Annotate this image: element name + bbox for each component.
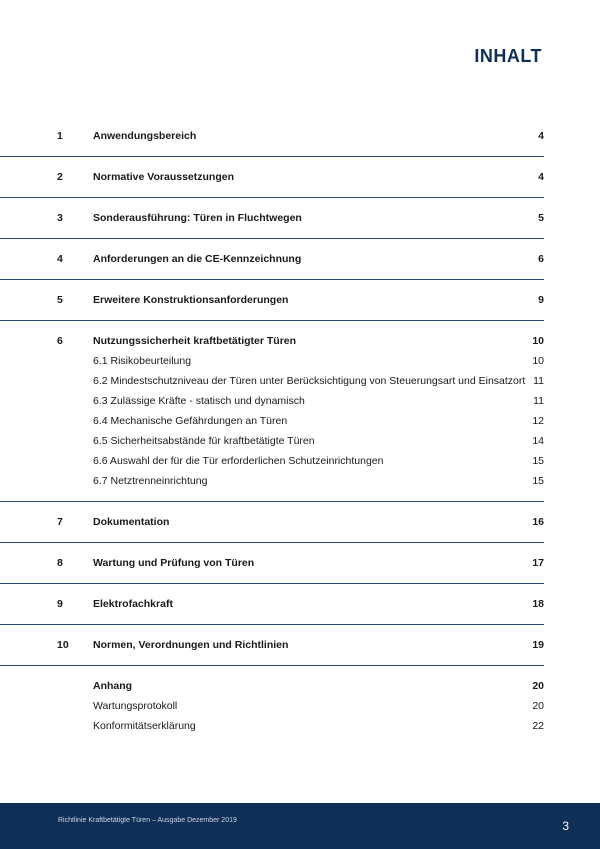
toc-label: Normen, Verordnungen und Richtlinien <box>93 639 289 651</box>
toc-subentry[interactable] <box>0 451 544 471</box>
toc-sublabel: Konformitätserklärung <box>93 720 196 732</box>
toc-section-4 <box>0 239 544 280</box>
toc-entry[interactable] <box>0 331 544 351</box>
table-of-contents <box>0 116 600 736</box>
toc-subpage: 15 <box>532 475 544 487</box>
toc-label: Elektrofachkraft <box>93 598 173 610</box>
toc-entry[interactable] <box>0 208 544 228</box>
toc-sublabel: 6.1 Risikobeurteilung <box>93 355 192 367</box>
toc-subpage: 20 <box>532 700 544 712</box>
toc-sublabel: Wartungsprotokoll <box>93 700 178 712</box>
toc-number: 10 <box>57 639 69 651</box>
footer-text: Richtlinie Kraftbetätigte Türen – Ausgabe Dezember 2019 <box>58 817 237 824</box>
toc-sublabel: 6.3 Zulässige Kräfte - statisch und dynamisch <box>93 395 305 407</box>
toc-section-6 <box>0 321 544 502</box>
toc-entry[interactable] <box>0 290 544 310</box>
toc-label: Wartung und Prüfung von Türen <box>93 557 255 569</box>
toc-section-7 <box>0 502 544 543</box>
toc-page: 5 <box>538 212 544 224</box>
toc-subentry[interactable] <box>0 411 544 431</box>
toc-label: Anhang <box>93 680 133 692</box>
toc-subentry[interactable] <box>0 696 544 716</box>
toc-page: 4 <box>538 171 544 183</box>
toc-number: 1 <box>57 130 63 142</box>
toc-label: Nutzungssicherheit kraftbetätigter Türen <box>93 335 297 347</box>
toc-page: 20 <box>532 680 544 692</box>
toc-entry[interactable] <box>0 249 544 269</box>
toc-entry[interactable] <box>0 512 544 532</box>
toc-subpage: 11 <box>533 395 544 407</box>
toc-subpage: 22 <box>532 720 544 732</box>
toc-sublabel: 6.5 Sicherheitsabstände für kraftbetätigte Türen <box>93 435 315 447</box>
toc-page: 18 <box>532 598 544 610</box>
toc-page: 16 <box>532 516 544 528</box>
toc-entry[interactable] <box>0 594 544 614</box>
toc-number: 5 <box>57 294 63 306</box>
toc-subentry[interactable] <box>0 371 544 391</box>
toc-subpage: 11 <box>533 375 544 387</box>
toc-sublabel: 6.2 Mindestschutzniveau der Türen unter Berücksichtigung von Steuerungsart und Einsatzort <box>93 375 526 387</box>
toc-number: 4 <box>57 253 63 265</box>
toc-label: Erweitere Konstruktionsanforderungen <box>93 294 289 306</box>
toc-section-8 <box>0 543 544 584</box>
toc-subentry[interactable] <box>0 391 544 411</box>
toc-entry[interactable] <box>0 553 544 573</box>
toc-label: Anwendungsbereich <box>93 130 197 142</box>
toc-entry[interactable] <box>0 635 544 655</box>
toc-number: 8 <box>57 557 63 569</box>
toc-section-1 <box>0 116 544 157</box>
toc-number: 3 <box>57 212 63 224</box>
toc-entry[interactable] <box>0 676 544 696</box>
toc-sublabel: 6.4 Mechanische Gefährdungen an Türen <box>93 415 288 427</box>
toc-label: Sonderausführung: Türen in Fluchtwegen <box>93 212 302 224</box>
page-title: INHALT <box>474 46 542 66</box>
toc-subpage: 12 <box>532 415 544 427</box>
toc-subpage: 14 <box>532 435 544 447</box>
toc-entry[interactable] <box>0 167 544 187</box>
toc-subentry[interactable] <box>0 716 544 736</box>
page-footer <box>0 803 600 849</box>
toc-page: 9 <box>538 294 544 306</box>
toc-page: 10 <box>532 335 544 347</box>
toc-subentry[interactable] <box>0 431 544 451</box>
toc-label: Dokumentation <box>93 516 170 528</box>
toc-subentry[interactable] <box>0 351 544 371</box>
toc-subpage: 10 <box>532 355 544 367</box>
toc-section-anhang <box>0 666 544 736</box>
page-number: 3 <box>562 819 569 833</box>
toc-page: 19 <box>532 639 544 651</box>
toc-section-2 <box>0 157 544 198</box>
toc-label: Anforderungen an die CE-Kennzeichnung <box>93 253 302 265</box>
toc-number: 9 <box>57 598 63 610</box>
toc-label: Normative Voraussetzungen <box>93 171 235 183</box>
toc-section-10 <box>0 625 544 666</box>
toc-section-3 <box>0 198 544 239</box>
toc-section-5 <box>0 280 544 321</box>
toc-number: 6 <box>57 335 63 347</box>
toc-number: 2 <box>57 171 63 183</box>
toc-page: 17 <box>532 557 544 569</box>
toc-page: 6 <box>538 253 544 265</box>
toc-entry[interactable] <box>0 126 544 146</box>
toc-subpage: 15 <box>532 455 544 467</box>
toc-subentry[interactable] <box>0 471 544 491</box>
toc-sublabel: 6.7 Netztrenneinrichtung <box>93 475 208 487</box>
toc-number: 7 <box>57 516 63 528</box>
toc-section-9 <box>0 584 544 625</box>
toc-sublabel: 6.6 Auswahl der für die Tür erforderlichen Schutzeinrichtungen <box>93 455 384 467</box>
toc-page: 4 <box>538 130 544 142</box>
